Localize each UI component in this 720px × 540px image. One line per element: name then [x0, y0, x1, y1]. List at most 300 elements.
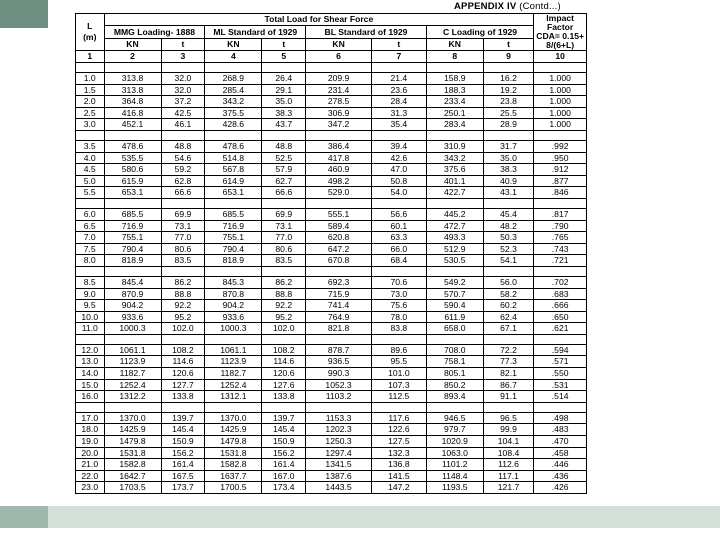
value-cell: 375.6 [426, 164, 483, 176]
table-row [76, 73, 587, 85]
spacer-cell [426, 402, 483, 412]
spacer-cell [306, 266, 372, 276]
value-cell: 620.8 [306, 232, 372, 244]
column-number: 1 [76, 51, 105, 63]
value-cell: 173.7 [161, 482, 205, 494]
value-cell: 805.1 [426, 368, 483, 380]
column-number: 4 [205, 51, 262, 63]
value-cell: .498 [534, 412, 587, 424]
span-header: L (m) [76, 14, 105, 51]
value-cell: 1193.5 [426, 482, 483, 494]
value-cell: 460.9 [306, 164, 372, 176]
value-cell: 1.000 [534, 96, 587, 108]
span-cell: 12.0 [76, 344, 105, 356]
value-cell: 66.6 [262, 187, 306, 199]
value-cell: 1312.1 [205, 391, 262, 403]
span-cell: 21.0 [76, 459, 105, 471]
spacer-cell [483, 266, 534, 276]
value-cell: 498.2 [306, 175, 372, 187]
spacer-row [76, 63, 587, 73]
value-cell: 1.000 [534, 107, 587, 119]
value-cell: 555.1 [306, 208, 372, 220]
value-cell: 306.9 [306, 107, 372, 119]
value-cell: 120.6 [161, 368, 205, 380]
value-cell: 32.0 [161, 84, 205, 96]
value-cell: 615.9 [104, 175, 161, 187]
value-cell: 26.4 [262, 73, 306, 85]
value-cell: 35.4 [371, 119, 426, 131]
value-cell: 870.9 [104, 288, 161, 300]
table-row [76, 323, 587, 335]
value-cell: 741.4 [306, 300, 372, 312]
value-cell: .877 [534, 175, 587, 187]
value-cell: 653.1 [205, 187, 262, 199]
spacer-cell [161, 266, 205, 276]
value-cell: .594 [534, 344, 587, 356]
value-cell: 790.4 [205, 243, 262, 255]
unit-header: t [262, 38, 306, 50]
column-number: 7 [371, 51, 426, 63]
spacer-cell [262, 63, 306, 73]
value-cell: .458 [534, 447, 587, 459]
value-cell: 69.9 [262, 208, 306, 220]
value-cell: 716.9 [104, 220, 161, 232]
value-cell: 95.5 [371, 356, 426, 368]
table-row [76, 447, 587, 459]
group-header-mmg: MMG Loading- 1888 [104, 26, 205, 38]
span-cell: 2.0 [76, 96, 105, 108]
value-cell: 386.4 [306, 140, 372, 152]
spacer-row [76, 130, 587, 140]
value-cell: 54.6 [161, 152, 205, 164]
appendix-contd: (Contd...) [516, 1, 561, 12]
group-header-ml: ML Standard of 1929 [205, 26, 306, 38]
value-cell: .702 [534, 276, 587, 288]
value-cell: 790.4 [104, 243, 161, 255]
value-cell: 708.0 [426, 344, 483, 356]
value-cell: .470 [534, 436, 587, 448]
value-cell: 136.8 [371, 459, 426, 471]
spacer-cell [483, 63, 534, 73]
value-cell: .483 [534, 424, 587, 436]
value-cell: 870.8 [205, 288, 262, 300]
value-cell: 933.6 [104, 311, 161, 323]
value-cell: 95.2 [161, 311, 205, 323]
spacer-cell [483, 198, 534, 208]
span-cell: 5.5 [76, 187, 105, 199]
value-cell: 1.000 [534, 84, 587, 96]
value-cell: 1061.1 [205, 344, 262, 356]
span-cell: 5.0 [76, 175, 105, 187]
value-cell: 133.8 [161, 391, 205, 403]
value-cell: 209.9 [306, 73, 372, 85]
span-cell: 13.0 [76, 356, 105, 368]
table-row [76, 424, 587, 436]
table-row [76, 276, 587, 288]
value-cell: 1153.3 [306, 412, 372, 424]
value-cell: 132.3 [371, 447, 426, 459]
spacer-cell [104, 63, 161, 73]
value-cell: 141.5 [371, 470, 426, 482]
value-cell: 28.4 [371, 96, 426, 108]
spacer-cell [262, 402, 306, 412]
table-row [76, 243, 587, 255]
value-cell: 715.9 [306, 288, 372, 300]
value-cell: 28.9 [483, 119, 534, 131]
spacer-cell [76, 266, 105, 276]
value-cell: 112.6 [483, 459, 534, 471]
value-cell: 42.6 [371, 152, 426, 164]
value-cell: .436 [534, 470, 587, 482]
spacer-cell [76, 402, 105, 412]
value-cell: 268.9 [205, 73, 262, 85]
spacer-row [76, 334, 587, 344]
table-row [76, 311, 587, 323]
span-cell: 7.0 [76, 232, 105, 244]
value-cell: 145.4 [161, 424, 205, 436]
value-cell: 821.8 [306, 323, 372, 335]
table-row [76, 412, 587, 424]
column-number: 9 [483, 51, 534, 63]
value-cell: 156.2 [161, 447, 205, 459]
value-cell: 52.5 [262, 152, 306, 164]
value-cell: 1250.3 [306, 436, 372, 448]
spacer-cell [371, 266, 426, 276]
spacer-cell [262, 266, 306, 276]
value-cell: 416.8 [104, 107, 161, 119]
value-cell: 147.2 [371, 482, 426, 494]
value-cell: 535.5 [104, 152, 161, 164]
spacer-cell [104, 266, 161, 276]
spacer-cell [262, 130, 306, 140]
table-row [76, 436, 587, 448]
value-cell: 78.0 [371, 311, 426, 323]
value-cell: 1052.3 [306, 379, 372, 391]
value-cell: .621 [534, 323, 587, 335]
value-cell: 108.2 [262, 344, 306, 356]
value-cell: 611.9 [426, 311, 483, 323]
value-cell: 285.4 [205, 84, 262, 96]
value-cell: 58.2 [483, 288, 534, 300]
spacer-cell [483, 402, 534, 412]
unit-header: KN [205, 38, 262, 50]
spacer-cell [534, 63, 587, 73]
value-cell: 139.7 [161, 412, 205, 424]
value-cell: .426 [534, 482, 587, 494]
spacer-cell [426, 63, 483, 73]
table-row [76, 368, 587, 380]
value-cell: 764.9 [306, 311, 372, 323]
spacer-cell [205, 130, 262, 140]
value-cell: 122.6 [371, 424, 426, 436]
spacer-cell [76, 130, 105, 140]
appendix-title: APPENDIX IV [454, 1, 517, 12]
spacer-cell [306, 63, 372, 73]
value-cell: 70.6 [371, 276, 426, 288]
value-cell: 60.2 [483, 300, 534, 312]
value-cell: 590.4 [426, 300, 483, 312]
column-number-row [76, 51, 587, 63]
span-cell: 6.0 [76, 208, 105, 220]
spacer-cell [371, 63, 426, 73]
value-cell: 48.8 [262, 140, 306, 152]
value-cell: 95.2 [262, 311, 306, 323]
value-cell: 31.7 [483, 140, 534, 152]
value-cell: 1370.0 [104, 412, 161, 424]
value-cell: 158.9 [426, 73, 483, 85]
value-cell: 99.9 [483, 424, 534, 436]
value-cell: 167.5 [161, 470, 205, 482]
value-cell: .666 [534, 300, 587, 312]
span-cell: 6.5 [76, 220, 105, 232]
value-cell: 845.3 [205, 276, 262, 288]
value-cell: 127.5 [371, 436, 426, 448]
decorative-band-top [0, 0, 48, 28]
table-row [76, 482, 587, 494]
value-cell: 1531.8 [104, 447, 161, 459]
span-cell: 3.5 [76, 140, 105, 152]
value-cell: 692.3 [306, 276, 372, 288]
span-cell: 4.5 [76, 164, 105, 176]
value-cell: 343.2 [426, 152, 483, 164]
value-cell: 1020.9 [426, 436, 483, 448]
value-cell: 1103.2 [306, 391, 372, 403]
span-cell: 8.5 [76, 276, 105, 288]
span-cell: 1.5 [76, 84, 105, 96]
value-cell: 75.6 [371, 300, 426, 312]
value-cell: 133.8 [262, 391, 306, 403]
value-cell: 936.5 [306, 356, 372, 368]
value-cell: 88.8 [161, 288, 205, 300]
impact-factor-header: Impact Factor CDA= 0.15+ 8/(6+L) [534, 14, 587, 51]
value-cell: 685.5 [104, 208, 161, 220]
value-cell: 62.7 [262, 175, 306, 187]
value-cell: 66.6 [161, 187, 205, 199]
value-cell: 233.4 [426, 96, 483, 108]
value-cell: 77.0 [161, 232, 205, 244]
value-cell: 108.4 [483, 447, 534, 459]
value-cell: 73.1 [161, 220, 205, 232]
spacer-cell [534, 334, 587, 344]
value-cell: 73.0 [371, 288, 426, 300]
table-row [76, 84, 587, 96]
table-row [76, 208, 587, 220]
value-cell: 1312.2 [104, 391, 161, 403]
value-cell: .950 [534, 152, 587, 164]
table-row [76, 152, 587, 164]
value-cell: 86.7 [483, 379, 534, 391]
value-cell: 156.2 [262, 447, 306, 459]
table-row [76, 175, 587, 187]
value-cell: 818.9 [205, 255, 262, 267]
value-cell: .846 [534, 187, 587, 199]
value-cell: 343.2 [205, 96, 262, 108]
value-cell: 452.1 [104, 119, 161, 131]
value-cell: 107.3 [371, 379, 426, 391]
spacer-cell [76, 198, 105, 208]
value-cell: 63.3 [371, 232, 426, 244]
value-cell: 283.4 [426, 119, 483, 131]
spacer-cell [262, 334, 306, 344]
value-cell: 43.7 [262, 119, 306, 131]
span-cell: 3.0 [76, 119, 105, 131]
spacer-row [76, 402, 587, 412]
spacer-cell [104, 130, 161, 140]
value-cell: 878.7 [306, 344, 372, 356]
value-cell: 1297.4 [306, 447, 372, 459]
span-cell: 4.0 [76, 152, 105, 164]
table-row [76, 140, 587, 152]
table-row [76, 232, 587, 244]
spacer-cell [534, 198, 587, 208]
value-cell: 313.8 [104, 84, 161, 96]
value-cell: 1341.5 [306, 459, 372, 471]
value-cell: 716.9 [205, 220, 262, 232]
value-cell: 755.1 [205, 232, 262, 244]
value-cell: 845.4 [104, 276, 161, 288]
spacer-cell [371, 402, 426, 412]
spacer-cell [76, 334, 105, 344]
value-cell: 42.5 [161, 107, 205, 119]
spacer-cell [306, 402, 372, 412]
value-cell: 139.7 [262, 412, 306, 424]
table-row [76, 255, 587, 267]
span-cell: 18.0 [76, 424, 105, 436]
value-cell: 401.1 [426, 175, 483, 187]
value-cell: 120.6 [262, 368, 306, 380]
span-cell: 9.5 [76, 300, 105, 312]
value-cell: 549.2 [426, 276, 483, 288]
spacer-cell [534, 402, 587, 412]
table-row [76, 107, 587, 119]
value-cell: 72.2 [483, 344, 534, 356]
spacer-cell [483, 130, 534, 140]
value-cell: 1182.7 [104, 368, 161, 380]
value-cell: 40.9 [483, 175, 534, 187]
value-cell: 1425.9 [104, 424, 161, 436]
spacer-row [76, 266, 587, 276]
value-cell: 82.1 [483, 368, 534, 380]
spacer-row [76, 198, 587, 208]
value-cell: 92.2 [161, 300, 205, 312]
spacer-cell [371, 334, 426, 344]
value-cell: 38.3 [262, 107, 306, 119]
value-cell: 1.000 [534, 119, 587, 131]
spacer-cell [371, 130, 426, 140]
value-cell: 278.5 [306, 96, 372, 108]
value-cell: 1703.5 [104, 482, 161, 494]
value-cell: 1479.8 [205, 436, 262, 448]
decorative-band-bottom-dark [0, 506, 48, 528]
table-row [76, 470, 587, 482]
value-cell: 62.4 [483, 311, 534, 323]
value-cell: 375.5 [205, 107, 262, 119]
value-cell: 35.0 [262, 96, 306, 108]
span-cell: 11.0 [76, 323, 105, 335]
spacer-cell [262, 198, 306, 208]
spacer-cell [76, 63, 105, 73]
value-cell: .817 [534, 208, 587, 220]
value-cell: 758.1 [426, 356, 483, 368]
value-cell: 1582.8 [205, 459, 262, 471]
spacer-cell [161, 198, 205, 208]
value-cell: 45.4 [483, 208, 534, 220]
value-cell: 310.9 [426, 140, 483, 152]
value-cell: 46.1 [161, 119, 205, 131]
total-load-header: Total Load for Shear Force [104, 14, 534, 26]
value-cell: 60.1 [371, 220, 426, 232]
value-cell: 80.6 [161, 243, 205, 255]
value-cell: 54.1 [483, 255, 534, 267]
value-cell: 1252.4 [205, 379, 262, 391]
value-cell: 127.6 [262, 379, 306, 391]
spacer-cell [306, 198, 372, 208]
value-cell: 80.6 [262, 243, 306, 255]
value-cell: 66.0 [371, 243, 426, 255]
table-row [76, 187, 587, 199]
spacer-cell [161, 130, 205, 140]
value-cell: 104.1 [483, 436, 534, 448]
spacer-cell [205, 266, 262, 276]
spacer-cell [534, 266, 587, 276]
column-number: 6 [306, 51, 372, 63]
value-cell: 83.5 [262, 255, 306, 267]
unit-header: t [161, 38, 205, 50]
value-cell: .992 [534, 140, 587, 152]
unit-header: KN [306, 38, 372, 50]
value-cell: 1182.7 [205, 368, 262, 380]
value-cell: 16.2 [483, 73, 534, 85]
value-cell: 117.1 [483, 470, 534, 482]
value-cell: 62.8 [161, 175, 205, 187]
spacer-cell [371, 198, 426, 208]
table-row [76, 164, 587, 176]
value-cell: 904.2 [205, 300, 262, 312]
value-cell: 653.1 [104, 187, 161, 199]
value-cell: 472.7 [426, 220, 483, 232]
value-cell: 25.5 [483, 107, 534, 119]
value-cell: .765 [534, 232, 587, 244]
value-cell: 83.8 [371, 323, 426, 335]
value-cell: 39.4 [371, 140, 426, 152]
value-cell: 647.2 [306, 243, 372, 255]
value-cell: 1101.2 [426, 459, 483, 471]
spacer-cell [161, 334, 205, 344]
value-cell: 313.8 [104, 73, 161, 85]
value-cell: .721 [534, 255, 587, 267]
value-cell: 570.7 [426, 288, 483, 300]
appendix-heading [454, 1, 561, 12]
value-cell: 946.5 [426, 412, 483, 424]
value-cell: 1.000 [534, 73, 587, 85]
value-cell: 567.8 [205, 164, 262, 176]
value-cell: 112.5 [371, 391, 426, 403]
value-cell: .514 [534, 391, 587, 403]
unit-header: KN [426, 38, 483, 50]
value-cell: 364.8 [104, 96, 161, 108]
value-cell: 38.3 [483, 164, 534, 176]
value-cell: 32.0 [161, 73, 205, 85]
decorative-band-bottom-light [48, 506, 720, 528]
spacer-cell [205, 334, 262, 344]
spacer-cell [104, 334, 161, 344]
value-cell: 29.1 [262, 84, 306, 96]
unit-header: t [371, 38, 426, 50]
table-row [76, 356, 587, 368]
value-cell: 114.6 [262, 356, 306, 368]
value-cell: 493.3 [426, 232, 483, 244]
value-cell: 50.3 [483, 232, 534, 244]
